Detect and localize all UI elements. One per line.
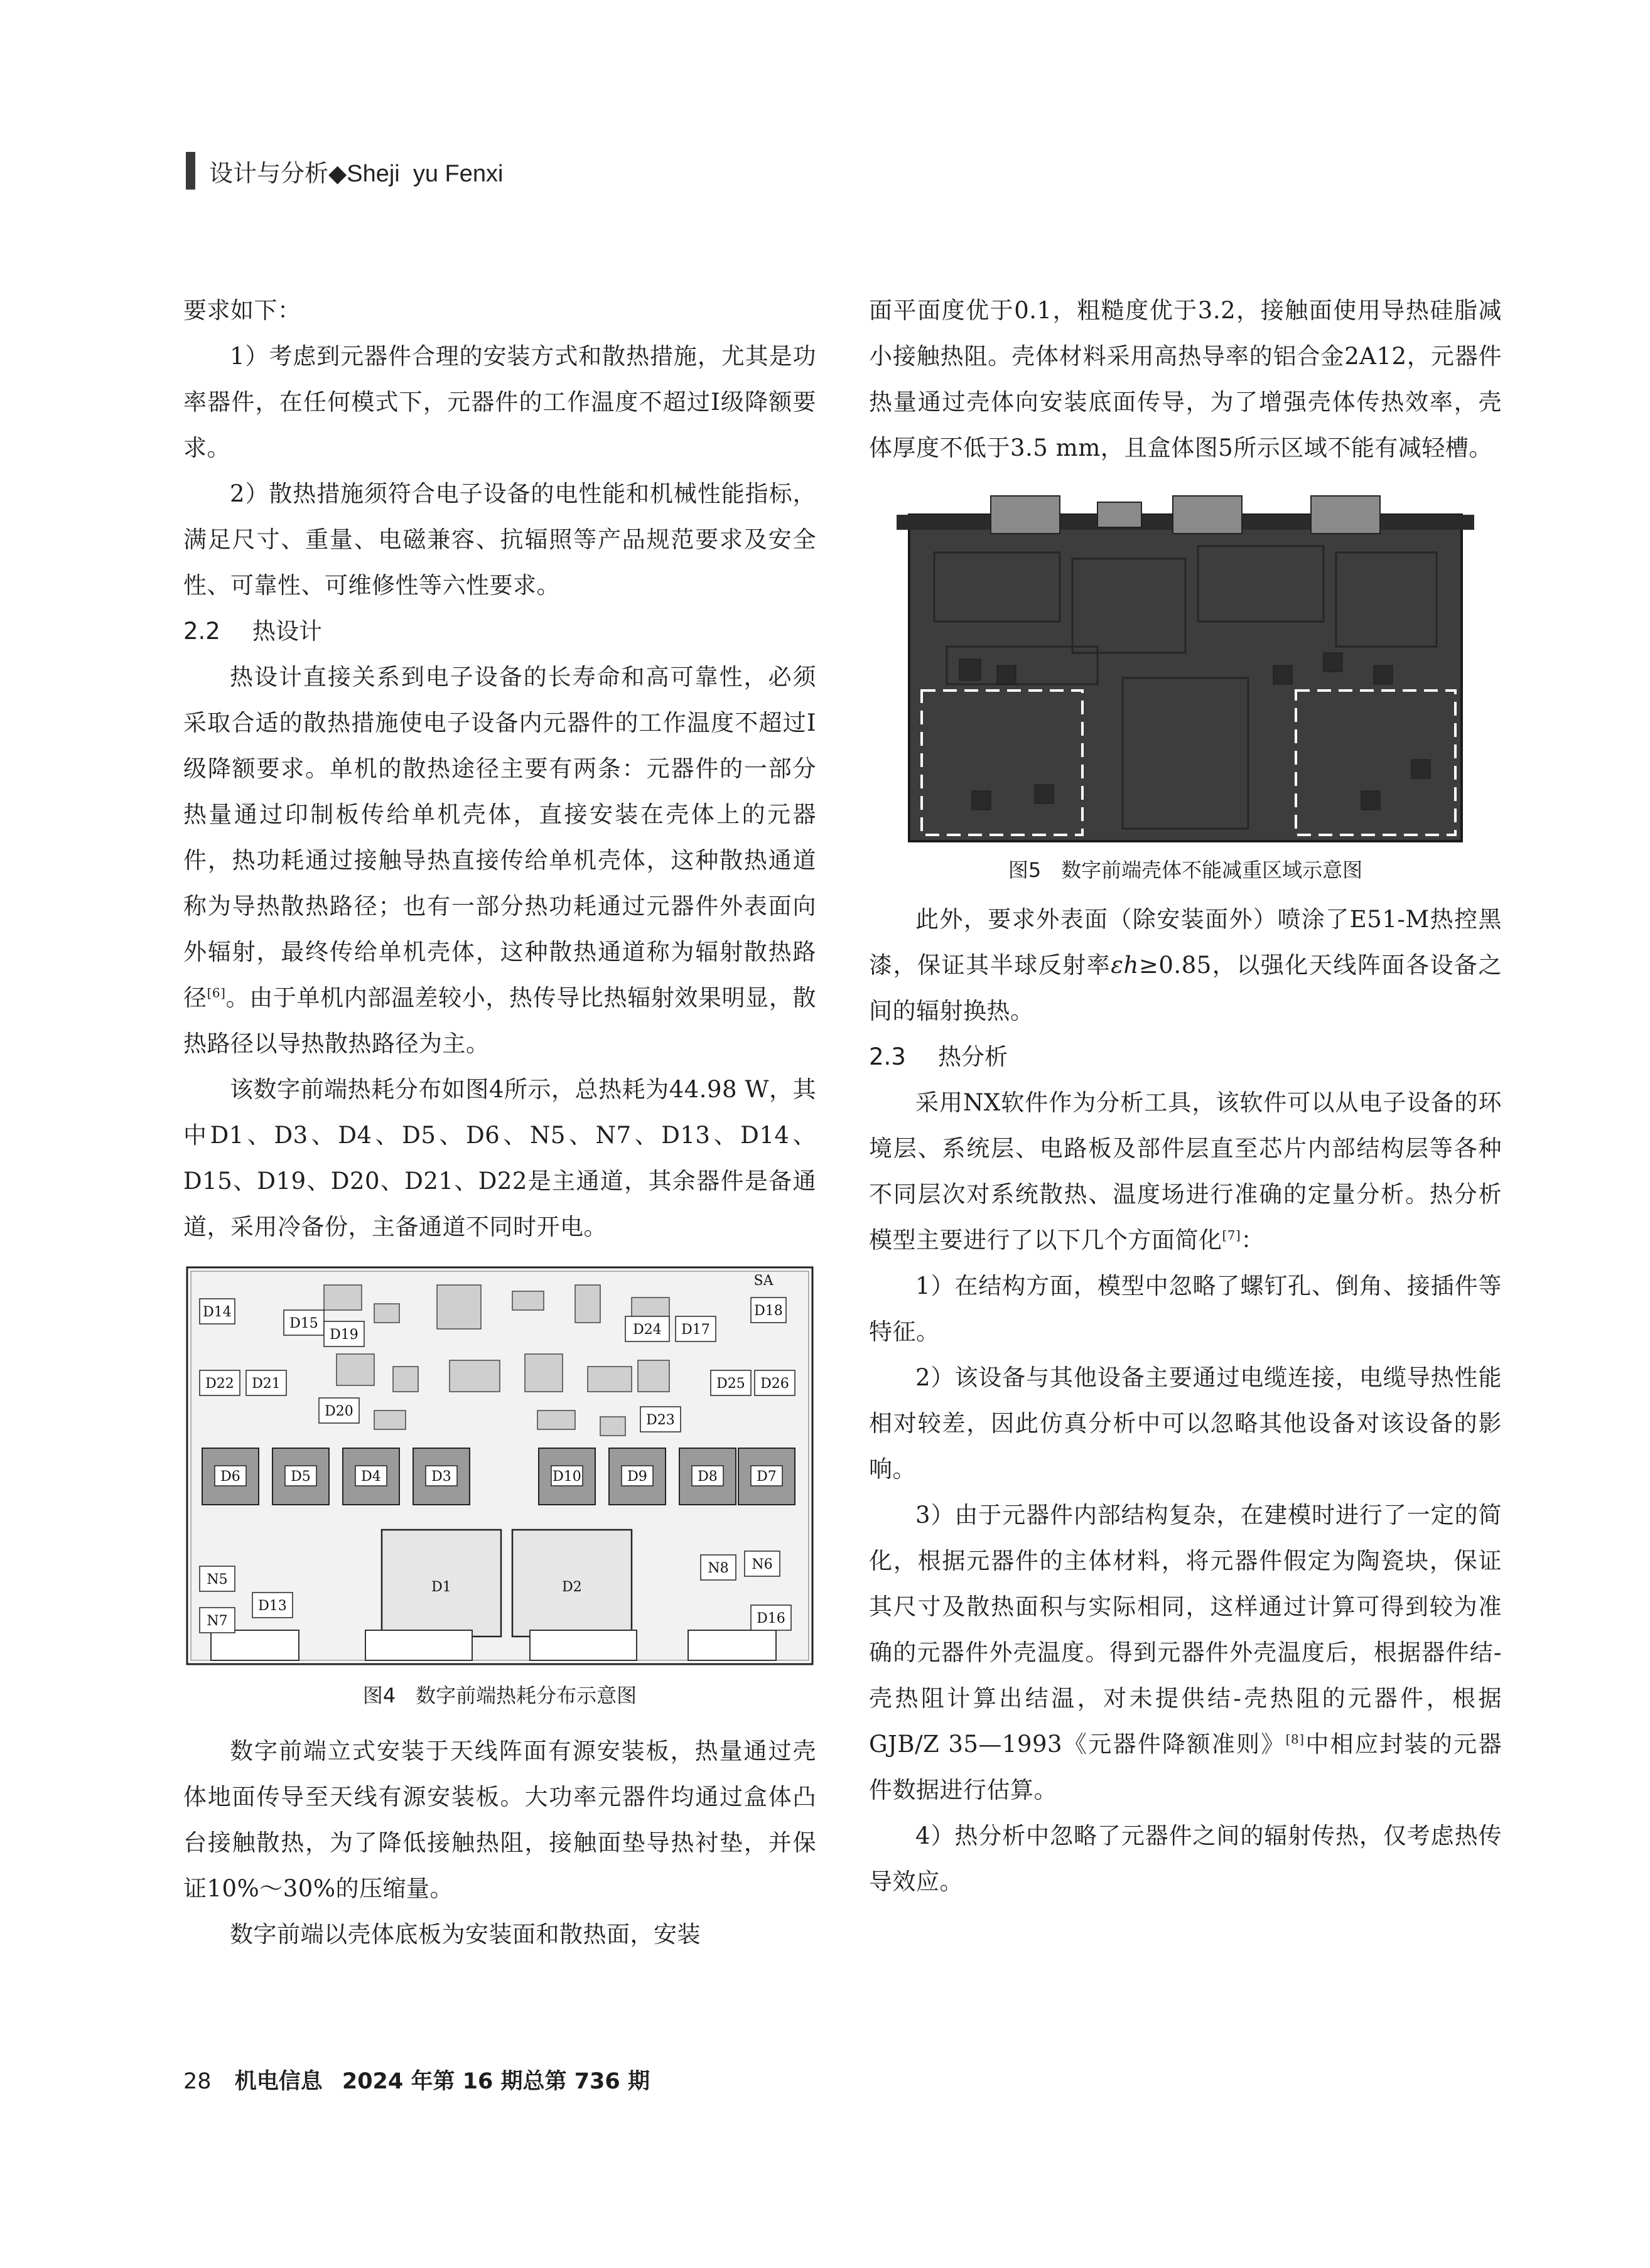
paragraph-text: 此外，要求外表面（除安装面外）喷涂了E51-M热控黑漆，保证其半球反射率 [869, 906, 1502, 979]
fig4-label-d1: D1 [431, 1579, 451, 1595]
fig4-label-d5: D5 [291, 1469, 311, 1485]
fig4-label-d2: D2 [562, 1579, 582, 1595]
fig4-label-d23: D23 [646, 1412, 675, 1428]
issue-info: 2024 年第 16 期总第 736 期 [342, 2069, 650, 2094]
section-title: 热设计 [252, 618, 322, 645]
header-diamond: ◆ [328, 159, 347, 187]
running-header [186, 152, 503, 190]
paragraph [869, 1492, 1502, 1813]
paragraph [183, 654, 816, 1067]
fig4-label-d4: D4 [361, 1469, 381, 1485]
paragraph-text: 采用NX软件作为分析工具，该软件可以从电子设备的环境层、系统层、电路板及部件层直至芯片内部结构层等各种不同层次对系统散热、温度场进行准确的定量分析。热分析模型主要进行了以下几个方面简化 [869, 1089, 1502, 1254]
fig4-label-d14: D14 [203, 1304, 232, 1320]
epsilon-symbol: εh [1111, 952, 1139, 979]
fig4-label-d8: D8 [698, 1469, 718, 1485]
paragraph: 2）该设备与其他设备主要通过电缆连接，电缆导热性能相对较差，因此仿真分析中可以忽略其他设备对该设备的影响。 [869, 1364, 1502, 1483]
header-section-cn: 设计与分析 [209, 159, 329, 187]
figure-4-caption: 图4 数字前端热耗分布示意图 [362, 1684, 637, 1707]
fig4-label-d19: D19 [330, 1327, 359, 1343]
fig4-label-d25: D25 [716, 1376, 745, 1392]
fig4-label-d16: D16 [757, 1611, 785, 1626]
fig4-label-d13: D13 [258, 1598, 287, 1614]
paragraph-text: 3）由于元器件内部结构复杂，在建模时进行了一定的简化，根据元器件的主体材料，将元器件假定为陶瓷块，保证其尺寸及散热面积与实际相同，这样通过计算可得到较为准确的元器件外壳温度。得到元器件外壳温度后，根据器件结-壳热阻计算出结温，对未提供结-壳热阻的元器件，根据GJB/Z 35—1993《元器件降额准则》 [869, 1502, 1502, 1758]
fig4-label-d18: D18 [754, 1303, 783, 1319]
fig4-label-d22: D22 [205, 1376, 234, 1392]
fig4-label-n8: N8 [708, 1561, 729, 1576]
fig4-label-n6: N6 [752, 1557, 773, 1572]
fig4-label-n5: N5 [207, 1572, 228, 1588]
paragraph: 2）散热措施须符合电子设备的电性能和机械性能指标，满足尺寸、重量、电磁兼容、抗辐照等产品规范要求及安全性、可靠性、可维修性等六性要求。 [183, 480, 816, 599]
page-footer [183, 2064, 650, 2095]
fig4-label-d24: D24 [633, 1322, 662, 1338]
citation[interactable]: [7] [1222, 1227, 1241, 1243]
fig4-label-d15: D15 [289, 1316, 318, 1331]
paragraph-text: 热设计直接关系到电子设备的长寿命和高可靠性，必须采取合适的散热措施使电子设备内元器件的工作温度不超过Ⅰ级降额要求。单机的散热途径主要有两条：元器件的一部分热量通过印制板传给单机壳体，直接安装在壳体上的元器件，热功耗通过接触导热直接传给单机壳体，这种散热通道称为导热散热路径；也有一部分热功耗通过元器件外表面向外辐射，最终传给单机壳体，这种散热通道称为辐射散热路径 [183, 664, 816, 1011]
section-title: 热分析 [938, 1043, 1008, 1070]
journal-name: 机电信息 [234, 2069, 323, 2094]
figure-5-caption: 图5 数字前端壳体不能减重区域示意图 [1008, 858, 1363, 882]
citation[interactable]: [8] [1285, 1731, 1305, 1747]
paragraph: 数字前端以壳体底板为安装面和散热面，安装 [230, 1921, 701, 1948]
fig4-label-n7: N7 [207, 1613, 228, 1629]
section-heading [183, 608, 816, 654]
fig4-label-d17: D17 [681, 1322, 710, 1338]
paragraph [869, 1080, 1502, 1263]
header-section-en: Sheji yu Fenxi [347, 160, 504, 187]
paragraph: 要求如下： [183, 297, 301, 324]
citation[interactable]: [6] [207, 985, 226, 1001]
paragraph: 4）热分析中忽略了元器件之间的辐射传热，仅考虑热传导效应。 [869, 1822, 1502, 1895]
header-bar [186, 152, 195, 190]
paragraph-text: 中相应封装的元器件数据进行估算。 [869, 1731, 1502, 1803]
paragraph: 1）在结构方面，模型中忽略了螺钉孔、倒角、接插件等特征。 [869, 1272, 1502, 1345]
figure-5-housing-image [897, 490, 1474, 847]
section-heading [869, 1034, 1502, 1080]
paragraph [869, 896, 1502, 1034]
fig4-label-d21: D21 [252, 1376, 281, 1392]
right-column [869, 288, 1502, 1905]
page-number: 28 [183, 2069, 212, 2094]
fig4-label-d9: D9 [627, 1469, 647, 1485]
paragraph: 1）考虑到元器件合理的安装方式和散热措施，尤其是功率器件，在任何模式下，元器件的工作温度不超过Ⅰ级降额要求。 [183, 343, 816, 461]
paragraph-text: 。由于单机内部温差较小，热传导比热辐射效果明显，散热路径以导热散热路径为主。 [183, 984, 817, 1057]
figure-4-pcb-image [186, 1266, 814, 1665]
fig4-label-d26: D26 [760, 1376, 789, 1392]
fig4-label-d3: D3 [431, 1469, 451, 1485]
paragraph: 面平面度优于0.1，粗糙度优于3.2，接触面使用导热硅脂减小接触热阻。壳体材料采用高热导率的铝合金2A12，元器件热量通过壳体向安装底面传导，为了增强壳体传热效率，壳体厚度不低于3.5 mm，且盒体图5所示区域不能有减轻槽。 [869, 297, 1502, 461]
paragraph-text: ≥0.85，以强化天线阵面各设备之间的辐射换热。 [869, 952, 1502, 1024]
header-text [209, 154, 503, 188]
section-number: 2.3 [869, 1043, 906, 1070]
paragraph: 该数字前端热耗分布如图4所示，总热耗为44.98 W，其中D1、D3、D4、D5、D6、N5、N7、D13、D14、D15、D19、D20、D21、D22是主通道，其余器件是备通道，采用冷备份，主备通道不同时开电。 [183, 1076, 816, 1240]
left-column [183, 288, 816, 1957]
fig4-label-d7: D7 [757, 1469, 777, 1485]
fig4-label-d6: D6 [220, 1469, 240, 1485]
fig4-label-d20: D20 [325, 1404, 353, 1419]
paragraph: 数字前端立式安装于天线阵面有源安装板，热量通过壳体地面传导至天线有源安装板。大功率元器件均通过盒体凸台接触散热，为了降低接触热阻，接触面垫导热衬垫，并保证10%～30%的压缩量。 [183, 1738, 816, 1902]
fig4-label-sa: SA [753, 1273, 774, 1289]
section-number: 2.2 [183, 618, 220, 645]
fig4-label-d10: D10 [553, 1469, 581, 1485]
paragraph-text: ： [1241, 1227, 1264, 1254]
